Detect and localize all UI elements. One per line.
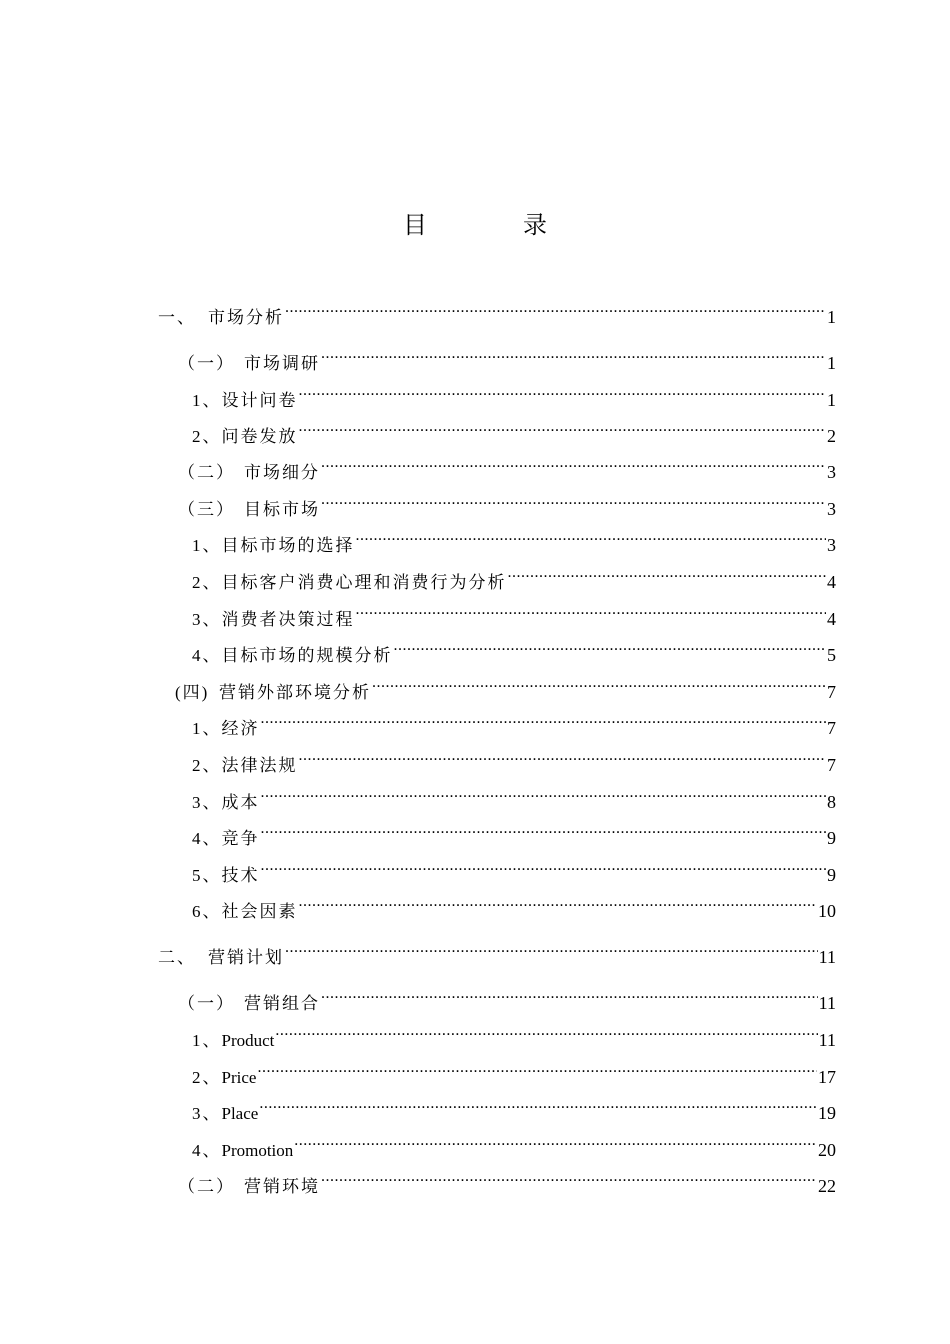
toc-entry-text: 目标市场的选择	[221, 536, 355, 556]
toc-entry-text: 法律法规	[221, 756, 298, 776]
toc-entry[interactable]	[178, 493, 836, 520]
toc-entry-text: Price	[221, 1068, 257, 1087]
toc-entry[interactable]	[192, 420, 836, 447]
toc-page-number: 9	[827, 865, 836, 885]
toc-entry-number: 二、	[158, 948, 196, 968]
toc-page-number: 7	[827, 755, 836, 775]
toc-entry-text: 消费者决策过程	[221, 610, 355, 630]
toc-leader-dots	[261, 786, 827, 808]
toc-entry-text: 市场细分	[244, 463, 320, 483]
toc-entry-text: 目标市场	[244, 500, 320, 520]
toc-page-number: 11	[818, 947, 836, 967]
toc-entry[interactable]	[158, 941, 836, 968]
toc-title: 目 录	[403, 211, 583, 239]
toc-entry-text: 营销组合	[244, 994, 320, 1014]
toc-entry-number: 5、	[192, 866, 222, 885]
toc-entry-number: （一）	[178, 994, 235, 1014]
toc-entry-text: 目标市场的规模分析	[221, 646, 393, 666]
toc-leader-dots	[299, 420, 827, 442]
toc-entry-text: 营销外部环境分析	[219, 683, 371, 703]
toc-page-number: 3	[827, 499, 836, 519]
toc-entry-text: 目标客户消费心理和消费行为分析	[221, 573, 507, 593]
toc-entry-number: 2、	[192, 427, 222, 446]
toc-leader-dots	[299, 384, 827, 406]
toc-entry[interactable]	[192, 1097, 836, 1123]
toc-entry[interactable]	[192, 895, 836, 922]
toc-leader-dots	[285, 941, 818, 963]
toc-leader-dots	[508, 566, 827, 588]
toc-leader-dots	[261, 822, 827, 844]
toc-entry-text: Place	[221, 1104, 259, 1123]
toc-leader-dots	[356, 603, 827, 625]
toc-page-number: 11	[818, 993, 836, 1013]
toc-entry[interactable]	[175, 676, 836, 703]
toc-page-number: 4	[827, 609, 836, 629]
toc-leader-dots	[321, 456, 826, 478]
toc-entry-text: 经济	[221, 719, 260, 739]
toc-entry-number: 1、	[192, 1031, 222, 1050]
toc-entry-text: 市场分析	[208, 308, 284, 328]
toc-leader-dots	[321, 987, 818, 1009]
toc-entry[interactable]	[192, 1024, 836, 1050]
toc-entry-number: 2、	[192, 573, 222, 592]
toc-leader-dots	[294, 1134, 817, 1156]
toc-entry[interactable]	[178, 456, 836, 483]
toc-entry-number: 3、	[192, 1104, 222, 1123]
toc-entry[interactable]	[192, 859, 836, 886]
toc-entry-text: 市场调研	[244, 354, 320, 374]
toc-entry[interactable]	[158, 301, 836, 328]
toc-page-number: 1	[827, 307, 836, 327]
toc-entry-number: 2、	[192, 756, 222, 775]
toc-entry-text: 技术	[221, 866, 260, 886]
toc-entry[interactable]	[178, 987, 836, 1014]
toc-entry[interactable]	[192, 786, 836, 813]
toc-entry-text: 设计问卷	[221, 391, 298, 411]
toc-entry-text: 社会因素	[221, 902, 298, 922]
toc-page-number: 8	[827, 792, 836, 812]
toc-leader-dots	[372, 676, 826, 698]
toc-entry[interactable]	[192, 639, 836, 666]
toc-entry[interactable]	[192, 822, 836, 849]
toc-entry-number: 1、	[192, 719, 222, 738]
toc-entry[interactable]	[192, 1061, 836, 1087]
toc-entry-text: 成本	[221, 793, 260, 813]
toc-page-number: 9	[827, 828, 836, 848]
toc-entry[interactable]	[192, 603, 836, 630]
toc-entry[interactable]	[192, 566, 836, 593]
toc-page-number: 10	[818, 901, 836, 921]
toc-entry-number: 2、	[192, 1068, 222, 1087]
toc-entry-text: 营销计划	[208, 948, 284, 968]
toc-leader-dots	[285, 301, 826, 323]
toc-entry-number: （二）	[178, 463, 235, 483]
toc-leader-dots	[261, 712, 827, 734]
toc-page-number: 11	[818, 1030, 836, 1050]
toc-entry-text: 竞争	[221, 829, 260, 849]
toc-page-number: 17	[818, 1067, 836, 1087]
toc-leader-dots	[299, 749, 827, 771]
toc-entry-text: Product	[221, 1031, 275, 1050]
toc-entry-number: 3、	[192, 610, 222, 629]
toc-entry-text: Promotion	[221, 1141, 294, 1160]
toc-leader-dots	[299, 895, 818, 917]
toc-entry-number: （二）	[178, 1177, 235, 1197]
toc-page-number: 22	[818, 1176, 836, 1196]
toc-entry[interactable]	[192, 384, 836, 411]
toc-page-number: 3	[827, 462, 836, 482]
toc-entry[interactable]	[178, 347, 836, 374]
toc-entry-number: 1、	[192, 391, 222, 410]
toc-page-number: 19	[818, 1103, 836, 1123]
toc-entry[interactable]	[178, 1170, 836, 1197]
toc-entry-number: 一、	[158, 308, 196, 328]
toc-leader-dots	[321, 493, 826, 515]
toc-entry-number: （一）	[178, 354, 235, 374]
toc-entry-number: 6、	[192, 902, 222, 921]
toc-leader-dots	[321, 1170, 817, 1192]
toc-entry-number: 1、	[192, 536, 222, 555]
toc-entry[interactable]	[192, 529, 836, 556]
toc-leader-dots	[321, 347, 826, 369]
toc-entry-text: 问卷发放	[221, 427, 298, 447]
toc-entry-number: 4、	[192, 646, 222, 665]
toc-entry-number: 3、	[192, 793, 222, 812]
toc-entry-number: 4、	[192, 829, 222, 848]
toc-leader-dots	[261, 859, 827, 881]
toc-page-number: 1	[827, 353, 836, 373]
toc-page-number: 4	[827, 572, 836, 592]
toc-page-number: 3	[827, 535, 836, 555]
toc-leader-dots	[356, 529, 827, 551]
toc-leader-dots	[257, 1061, 817, 1083]
toc-entry-text: 营销环境	[244, 1177, 320, 1197]
toc-page-number: 5	[827, 645, 836, 665]
toc-entry-number: 4、	[192, 1141, 222, 1160]
toc-leader-dots	[275, 1024, 817, 1046]
toc-entry-number: (四)	[175, 683, 210, 702]
toc-page-number: 7	[827, 718, 836, 738]
toc-page-number: 1	[827, 390, 836, 410]
toc-page-number: 20	[818, 1140, 836, 1160]
toc-page-number: 2	[827, 426, 836, 446]
toc-leader-dots	[259, 1097, 817, 1119]
toc-page-number: 7	[827, 682, 836, 702]
toc-entry[interactable]	[192, 712, 836, 739]
toc-entry[interactable]	[192, 749, 836, 776]
toc-entry[interactable]	[192, 1134, 836, 1160]
toc-entry-number: （三）	[178, 500, 235, 520]
toc-leader-dots	[394, 639, 827, 661]
